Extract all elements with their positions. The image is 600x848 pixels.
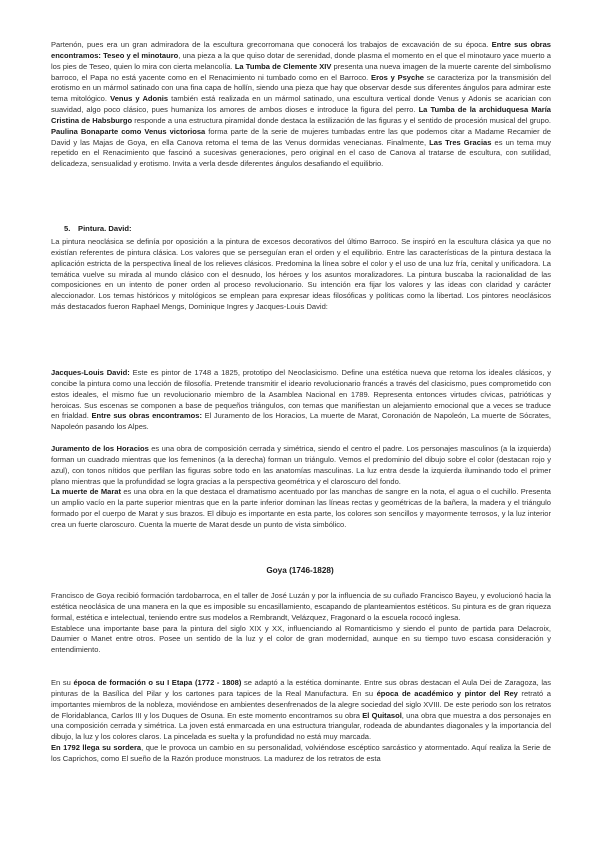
bold-text: El Quitasol bbox=[362, 710, 402, 720]
text: , una obra que muestra a dos personajes en una composición cerrada y simétrica. La joven está enmarcada en una estructura triangular, rodeada de abundantes diagonales y la importancia del dibujo, la luz y los colores claros. La pincelada es suelta y la profundidad no está muy marcada. bbox=[51, 710, 551, 742]
paragraph-canova-works bbox=[51, 40, 551, 170]
bold-text: Las Tres Gracias bbox=[429, 137, 492, 147]
paragraph-david-works bbox=[51, 444, 551, 531]
section-title: Pintura. David: bbox=[78, 224, 132, 233]
bold-text: Jacques-Louis David: bbox=[51, 368, 130, 377]
bold-text: La Tumba de la archiduquesa María Cristina de Habsburgo bbox=[51, 105, 551, 125]
text: es una obra de composición cerrada y simétrica, siendo el centro el padre. Los personajes masculinos (a la izquierda) forman un cuadrado mientras que los femeninos (a la derecha) forman un triángulo. Vemos el predominio del dibujo sobre el color (destacan rojo y azul), con tonos nítidos que perfilan las figuras sobre todo en las anatomías masculinas. La luz entra desde la izquierda iluminando todo el primer plano mientras que la profundidad se logra gracias a la perspectiva geométrica y el claroscuro del fondo. bbox=[51, 444, 551, 486]
section-heading bbox=[64, 224, 132, 235]
paragraph-goya-stages bbox=[51, 678, 551, 765]
text: Francisco de Goya recibió formación tardobarroca, en el taller de José Luzán y por la influencia de su cuñado Francisco Bayeu, y evolucionó hacia la estética neoclásica de una manera en la que es imposible su encasillamiento, escapando de planteamientos estéticos. Su pintura es de gran riqueza formal, estética e intelectual, teniendo entre sus modelos a Rembrandt, Velázquez, Fragonard o la escuela rococó inglesa. bbox=[51, 591, 551, 622]
text: forma parte de la serie de mujeres tumbadas entre las que podemos citar a Madame Recamier de David y las Majas de Goya, en ella Canova retoma el tema de las Venus dormidas venecianas. Finalmente, bbox=[51, 126, 552, 147]
text: retrató a importantes miembros de la nobleza, moviéndose en ambientes desenfrenados de la alegre sociedad del siglo XVIII. De este periodo son los retratos de Floridablanca, Carlos III y los Duques de Osuna. En este momento encontramos su obra bbox=[51, 688, 551, 720]
text: responde a una estructura piramidal donde destaca la estilización de las figuras y el sentido de procesión musical del grupo. bbox=[132, 115, 552, 125]
paragraph-neoclassic-painting: La pintura neoclásica se definía por oposición a la pintura de excesos decorativos del último Barroco. Se inspiró en la escultura clásica ya que no existían referentes de pintura clásica. Los valores que se perseguían eran el orden y el equilibrio. Entre las características de la pintura destaca la aplicación estricta de la perspectiva lineal de los relieves clásicos. Predomina la línea sobre el color y el uso de una luz fría, cenital y unificadora. La temática vuelve su mirada al mundo clásico con el desnudo, los héroes y los asuntos moralizadores. La pintura buscaba la racionalidad de las composiciones en un intento de poner orden al proceso revolucionario. Su intención era fijar los valores y las ideas con claridad y carácter aleccionador. Los temas históricos y mitológicos se emplean para expresar ideas filosóficas y políticas como la libertad. Los pintores neoclásicos más destacados fueron Raphael Mengs, Dominique Ingres y Jacques-Louis David: bbox=[51, 237, 551, 312]
paragraph-goya-intro bbox=[51, 591, 551, 656]
section-number: 5. bbox=[64, 224, 71, 233]
bold-text: En 1792 llega su sordera bbox=[51, 743, 142, 753]
text: , que le provoca un cambio en su personalidad, volviéndose escéptico sarcástico y atormentado. Aquí realiza la Serie de los Caprichos, como El sueño de la Razón produce monstruos. La madurez de los retratos de esta bbox=[51, 743, 551, 763]
bold-text: Entre sus obras encontramos: bbox=[91, 411, 202, 421]
bold-text: Venus y Adonis bbox=[110, 94, 169, 104]
goya-title: Goya (1746-1828) bbox=[266, 566, 334, 575]
bold-text: Juramento de los Horacios bbox=[51, 444, 149, 453]
text: es un tema muy repetido en el Renacimiento que fascinó a sucesivas generaciones, pero original en el caso de Canova al tratarse de escultura, con sutilidad, delicadeza, sensualidad y erotismo. Invita a verla desde diferentes ángulos desafiando el equilibrio. bbox=[51, 137, 552, 169]
bold-text: época de académico y pintor del Rey bbox=[376, 688, 518, 698]
text: se caracteriza por la transmisión del erotismo en un mármol satinado con una fina capa de hollín, siendo una pieza que hay que observar desde sus diferentes ángulos para admirar este tema mitológico. bbox=[51, 72, 551, 104]
text: El Juramento de los Horacios, La muerte de Marat, Coronación de Napoleón, La muerte de Sócrates, Napoleón pasando los Alpes. bbox=[51, 411, 551, 432]
text: también está realizada en un mármol satinado, una escultura vertical donde Venus y Adonis se acarician con suavidad, algo poco clásico, pues humaniza los amores de ambos dioses e introduce la figura del perro. bbox=[51, 94, 552, 115]
text: , una pieza a la que quiso dotar de serenidad, donde plasma el momento en el que el minotauro yace muerto a los pies de Teseo, quien lo mira con cierta melancolía. bbox=[51, 50, 551, 71]
text: Este es pintor de 1748 a 1825, prototipo del Neoclasicismo. Define una estética nueva que retorna los ideales clásicos, y concibe la pintura como una lección de filosofía. Pretende transmitir el ideario revolucionario francés a través del clasicismo, pues comprometido con estos ideales, el mismo fue un revolucionario miembro de la Asamblea Nacional en 1789. Representa entonces virtudes cívicas, patrióticas y heroicas. Sus escenas se componen a base de pequeños triángulos, con temas que manifiestan un alejamiento emocional que a veces se traduce en frialdad. bbox=[51, 368, 551, 421]
paragraph-david bbox=[51, 368, 551, 433]
text: se adaptó a la estética dominante. Entre sus obras destacan el Aula Dei de Zaragoza, las pinturas de la Basílica del Pilar y los cartones para tapices de la Real Manufactura. En su bbox=[51, 678, 551, 698]
bold-text: Paulina Bonaparte como Venus victoriosa bbox=[51, 126, 206, 136]
text: Establece una importante base para la pintura del siglo XIX y XX, influenciando al Romanticismo y siendo el punto de partida para Delacroix, Daumier o Manet entre otros. Posee un sentido de la luz y el color de gran modernidad, aunque en su tiempo tuvo escasa consideración y entendimiento. bbox=[51, 623, 551, 655]
bold-text: La Tumba de Clemente XIV bbox=[234, 61, 332, 71]
text: presenta una nueva imagen de la muerte carente del simbolismo barroco, el Papa no está yacente como en el Renacimiento ni tumbado como en el Barroco. bbox=[51, 61, 551, 82]
bold-text: La muerte de Marat bbox=[51, 487, 121, 497]
text: es una obra en la que destaca el dramatismo acentuado por las manchas de sangre en la nota, el agua o el cuchillo. Presenta un amplio vacío en la parte superior mientras que en la parte inferior dominan las líneas rectas y geométricas de la bañera, la madera y el triángulo formado por el cuerpo de Marat y sus brazos. El dibujo es importante en esta parte, los colores son sencillos y mayormente terrosos, y la luz interior crea un fuerte claroscuro. Cuenta la muerte de Marat desde un punto de vista simbólico. bbox=[51, 487, 551, 529]
text: Partenón, pues era un gran admiradora de la escultura grecorromana que conocerá los trabajos de excavación de su época. bbox=[51, 40, 489, 49]
text: En su bbox=[51, 678, 74, 687]
bold-text: Eros y Psyche bbox=[371, 72, 425, 82]
bold-text: época de formación o su I Etapa (1772 - 1808) bbox=[73, 678, 242, 687]
bold-text: Entre sus obras encontramos: Teseo y el minotauro bbox=[51, 40, 552, 60]
